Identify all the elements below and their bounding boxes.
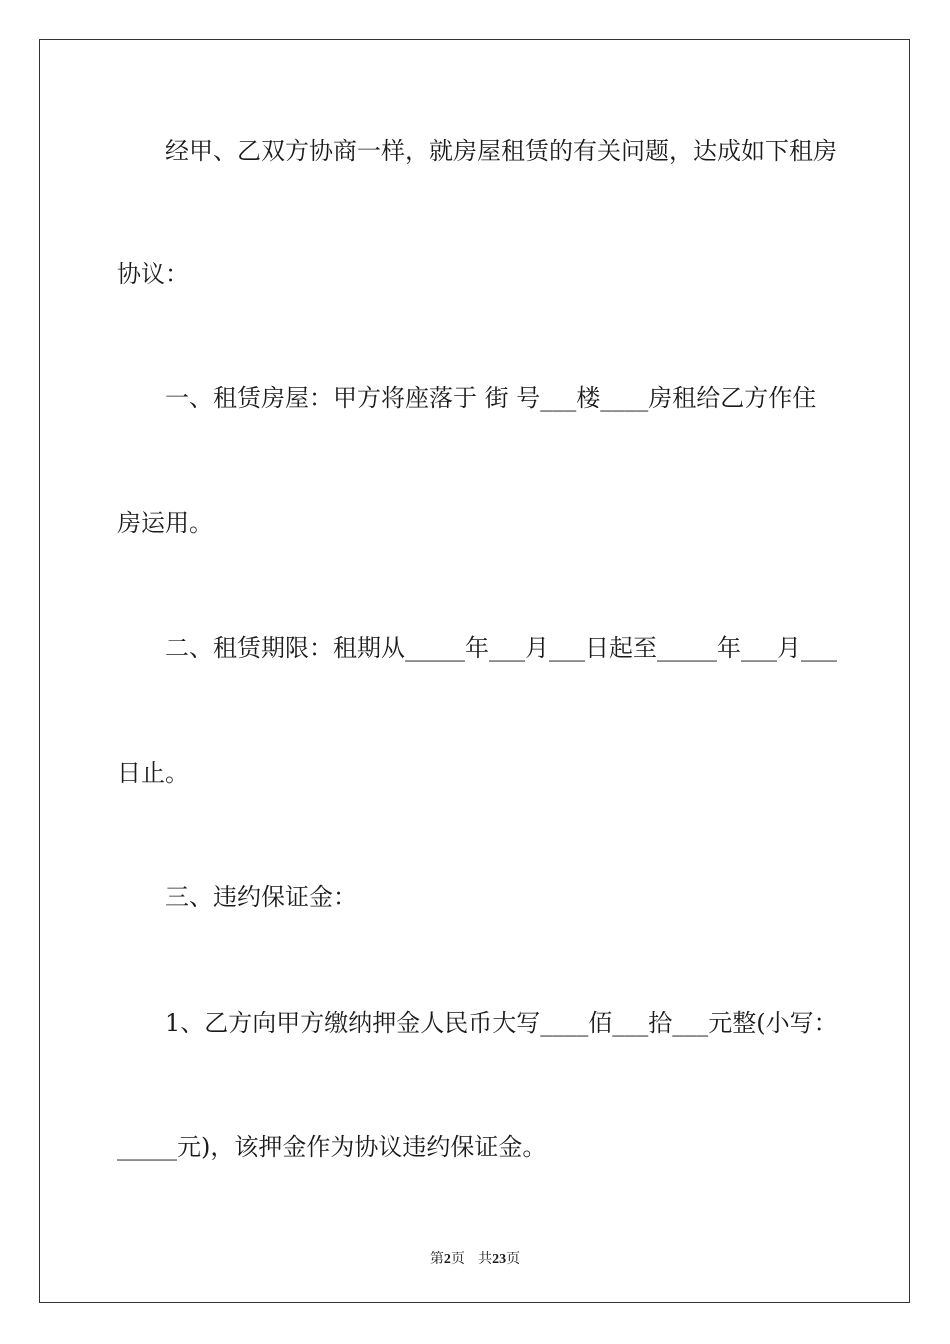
total-pages: 23	[492, 1252, 507, 1267]
clause-3-item-1-cont: _____元)，该押金作为协议违约保证金。	[117, 1133, 547, 1161]
total-label-prefix: 共	[478, 1251, 493, 1267]
clause-3-item-1: 1、乙方向甲方缴纳押金人民币大写____佰___拾___元整(小写：	[165, 1009, 838, 1037]
paragraph-intro-cont: 协议：	[117, 260, 189, 288]
clause-1-premises-cont: 房运用。	[117, 509, 213, 537]
clause-2-term: 二、租赁期限：租期从_____年___月___日起至_____年___月___	[165, 634, 837, 662]
page-label-prefix: 第	[429, 1251, 444, 1267]
page-number: 2	[443, 1252, 451, 1267]
page-footer	[0, 1248, 950, 1268]
total-label-suffix: 页	[506, 1251, 521, 1267]
page-label-suffix: 页	[450, 1251, 465, 1267]
page-frame	[39, 39, 910, 1303]
clause-1-premises: 一、租赁房屋：甲方将座落于 街 号___楼____房租给乙方作住	[165, 384, 817, 412]
paragraph-intro: 经甲、乙双方协商一样，就房屋租赁的有关问题，达成如下租房	[165, 137, 837, 165]
clause-3-deposit-heading: 三、违约保证金：	[165, 883, 357, 911]
clause-2-term-cont: 日止。	[117, 759, 189, 787]
